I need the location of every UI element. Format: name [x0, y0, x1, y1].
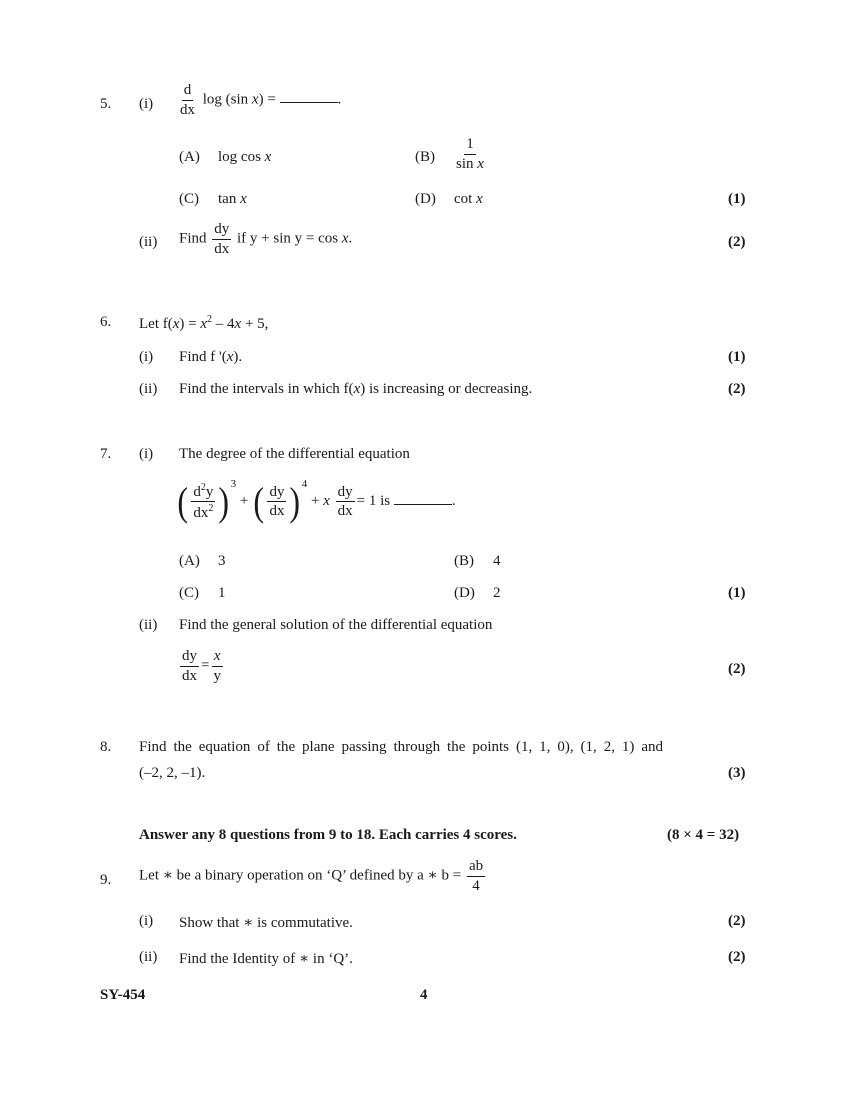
score: (2) [728, 661, 746, 677]
option-label: (A) [179, 553, 200, 569]
score: (1) [728, 191, 746, 207]
score: (2) [728, 913, 746, 929]
question-stem: Let $f(x) = x^2 - 4x + 5$, [139, 314, 269, 332]
part-label: (ii) [139, 381, 158, 397]
option-label: (D) [454, 585, 475, 601]
question-number: 9. [100, 872, 112, 888]
part-text: Show that ∗ is commutative. [179, 915, 353, 931]
part-label: (ii) [139, 949, 158, 965]
option-text: log cos x [218, 149, 272, 165]
question-text: Find the equation of the plane passing through the points (1, 1, 0), (1, 2, 1) and [139, 739, 664, 755]
part-text: Find the intervals in which f(x) is increasing or decreasing. [179, 381, 533, 397]
answer-blank [280, 88, 338, 103]
part-label: (ii) [139, 617, 158, 633]
option-label: (C) [179, 585, 199, 601]
option-text: 4 [493, 553, 501, 569]
part-text: The degree of the differential equation [179, 446, 410, 462]
score: (3) [728, 765, 746, 781]
answer-blank [394, 490, 452, 505]
part-text: Find the Identity of ∗ in ‘Q’. [179, 951, 353, 967]
section-instruction: Answer any 8 questions from 9 to 18. Each carries 4 scores. [139, 827, 517, 843]
option-label: (C) [179, 191, 199, 207]
option-text: 1 [218, 585, 226, 601]
question-stem: Let ∗ be a binary operation on ‘Q’ defined by a ∗ b = $\frac{ab}{4}$ [139, 858, 484, 894]
part-label: (i) [139, 349, 154, 365]
option-label: (B) [415, 149, 435, 165]
differential-equation: ( $\frac{d^2y}{dx^2}$ )$^3$ + ( $\frac{dy}{dx}$ )$^4$ + x $\frac{dy}{dx}$ = 1 is . [177, 478, 456, 524]
question-number: 5. [100, 96, 112, 112]
question-text: (–2, 2, –1). [139, 765, 206, 781]
q5-i-expression: $\frac{d}{dx}$ log (sin x) = . [180, 82, 342, 118]
option-label: (D) [415, 191, 436, 207]
score: (2) [728, 234, 746, 250]
option-label: (B) [454, 553, 474, 569]
option-text: 2 [493, 585, 501, 601]
part-text: Find the general solution of the differential equation [179, 617, 493, 633]
derivative-fraction: $\frac{d}{dx}$ [180, 82, 195, 118]
question-number: 7. [100, 446, 112, 462]
page-number: 4 [420, 987, 428, 1003]
option-text: tan x [218, 191, 247, 207]
option-label: (A) [179, 149, 200, 165]
section-marks: (8 × 4 = 32) [667, 827, 740, 843]
part-text: Find f '(x). [179, 349, 243, 365]
part-label: (ii) [139, 234, 158, 250]
paper-code: SY-454 [100, 987, 146, 1003]
part-label: (i) [139, 913, 154, 929]
score: (1) [728, 349, 746, 365]
score: (1) [728, 585, 746, 601]
general-solution-equation: $\frac{dy}{dx}$ = $\frac{x}{y}$ [182, 648, 221, 684]
score: (2) [728, 949, 746, 965]
option-text: cot x [454, 191, 483, 207]
option-text: $\frac{1}{\text{sin x}}$ [456, 136, 484, 172]
part-label: (i) [139, 446, 154, 462]
question-number: 8. [100, 739, 112, 755]
q5-ii-text: Find $\frac{dy}{dx}$ if y + sin y = cos x. [179, 221, 353, 257]
question-number: 6. [100, 314, 112, 330]
score: (2) [728, 381, 746, 397]
option-text: 3 [218, 553, 226, 569]
part-label: (i) [139, 96, 154, 112]
